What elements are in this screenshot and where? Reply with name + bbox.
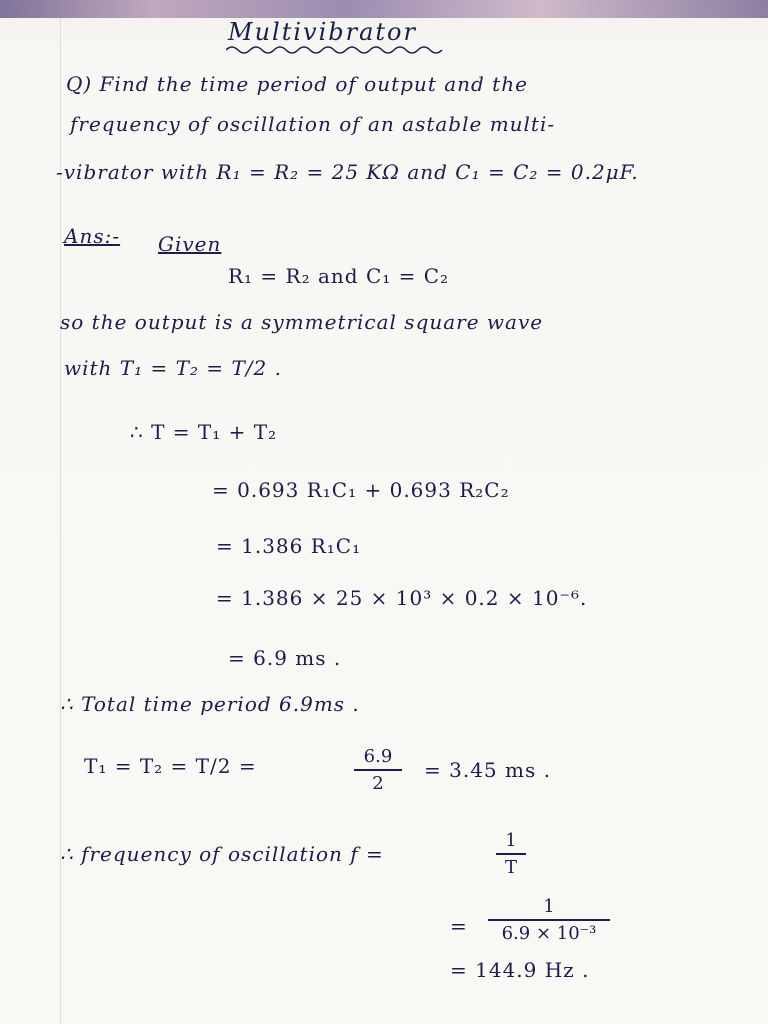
step-result: = 6.9 ms .	[228, 646, 342, 670]
answer-line-with: with T₁ = T₂ = T/2 .	[64, 356, 282, 380]
frequency-denominator: T	[504, 856, 517, 878]
step-expanded: = 0.693 R₁C₁ + 0.693 R₂C₂	[212, 478, 510, 502]
question-line-1: Q) Find the time period of output and the	[66, 72, 528, 96]
step-simplified: = 1.386 R₁C₁	[216, 534, 362, 558]
fraction-bar	[488, 919, 610, 921]
frequency-result: = 144.9 Hz .	[450, 958, 590, 982]
page-title: Multivibrator	[228, 18, 417, 46]
fraction-bar	[496, 853, 526, 855]
half-period-fraction	[354, 746, 402, 794]
frequency-substituted-denominator: 6.9 × 10⁻³	[501, 922, 597, 944]
given-label: Given	[158, 232, 222, 256]
title-squiggle-underline	[226, 44, 446, 56]
fraction-bar	[354, 769, 402, 771]
frequency-label: ∴ frequency of oscillation f =	[60, 842, 384, 866]
answer-line-output: so the output is a symmetrical square wave	[60, 310, 544, 334]
frequency-substituted-fraction	[488, 896, 610, 944]
step-total-period: ∴ T = T₁ + T₂	[130, 420, 278, 444]
frequency-numerator: 1	[505, 830, 517, 851]
total-period-line: ∴ Total time period 6.9ms .	[60, 692, 360, 716]
question-line-3: -vibrator with R₁ = R₂ = 25 KΩ and C₁ = C₂ = 0.2μF.	[56, 160, 639, 184]
step-substituted: = 1.386 × 25 × 10³ × 0.2 × 10⁻⁶.	[216, 586, 588, 610]
frequency-equals: =	[450, 914, 468, 938]
half-period-lhs: T₁ = T₂ = T/2 =	[84, 754, 257, 778]
half-period-rhs: = 3.45 ms .	[424, 758, 551, 782]
half-period-numerator: 6.9	[363, 746, 393, 767]
half-period-denominator: 2	[372, 772, 384, 794]
answer-label: Ans:-	[64, 224, 121, 248]
frequency-fraction	[496, 830, 526, 878]
page-top-edge	[0, 0, 768, 18]
given-condition: R₁ = R₂ and C₁ = C₂	[228, 264, 450, 288]
question-line-2: frequency of oscillation of an astable multi-	[70, 112, 556, 136]
frequency-substituted-numerator: 1	[543, 896, 555, 917]
